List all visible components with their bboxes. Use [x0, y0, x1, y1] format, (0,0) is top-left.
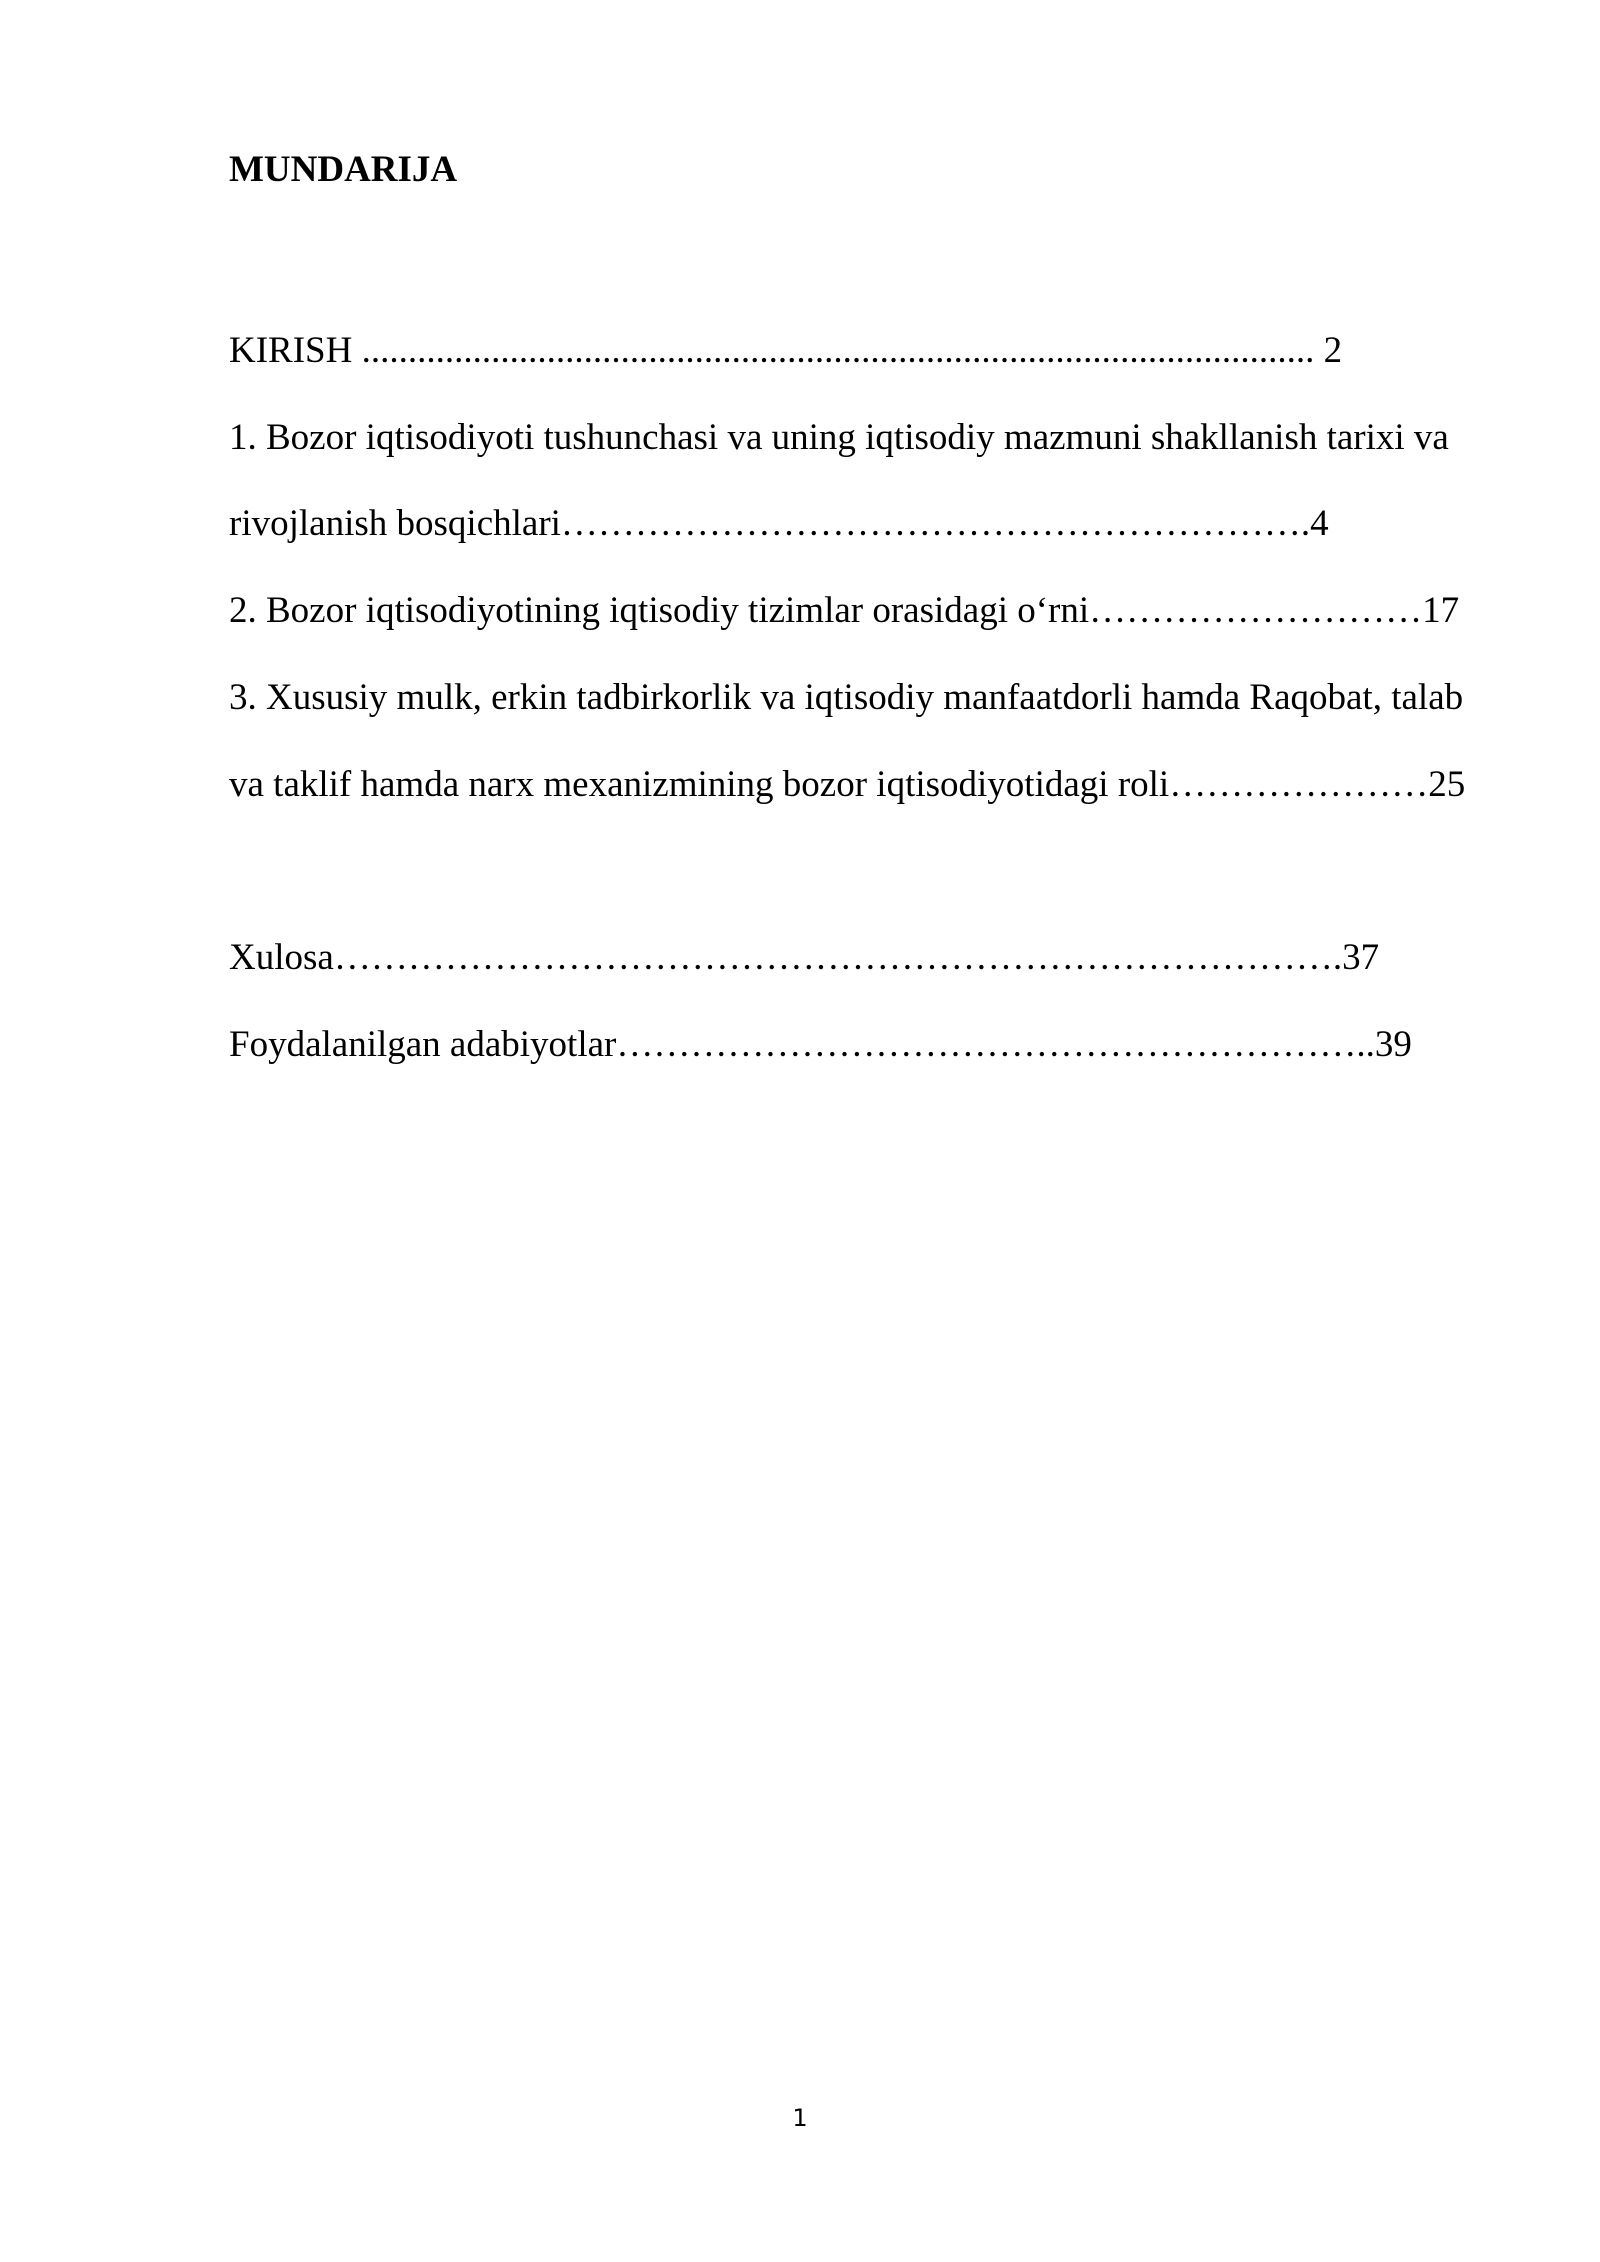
toc-entry-1-line-1: 1. Bozor iqtisodiyoti tushunchasi va uning iqtisodiy mazmuni shakllanish tarixi va	[229, 417, 1449, 458]
toc-entry-adabiyotlar: Foydalanilgan adabiyotlar……………………………………………………..39	[229, 1024, 1412, 1065]
page-number: 1	[792, 2104, 808, 2132]
toc-entry-3-line-2: va taklif hamda narx mexanizmining bozor iqtisodiyotidagi roli…………………25	[229, 764, 1466, 805]
toc-entry-1-line-2: rivojlanish bosqichlari…………………………………………………….4	[229, 503, 1329, 544]
toc-entry-2: 2. Bozor iqtisodiyotining iqtisodiy tizimlar orasidagi o‘rni………………………17	[229, 590, 1460, 631]
toc-entry-3-line-1: 3. Xususiy mulk, erkin tadbirkorlik va iqtisodiy manfaatdorli hamda Raqobat, talab	[229, 677, 1464, 718]
toc-heading: MUNDARIJA	[229, 149, 458, 190]
toc-entry-kirish: KIRISH ....................................................................................................... 2	[229, 330, 1343, 371]
toc-entry-xulosa: Xulosa……………………………………………………………………….37	[229, 937, 1380, 978]
